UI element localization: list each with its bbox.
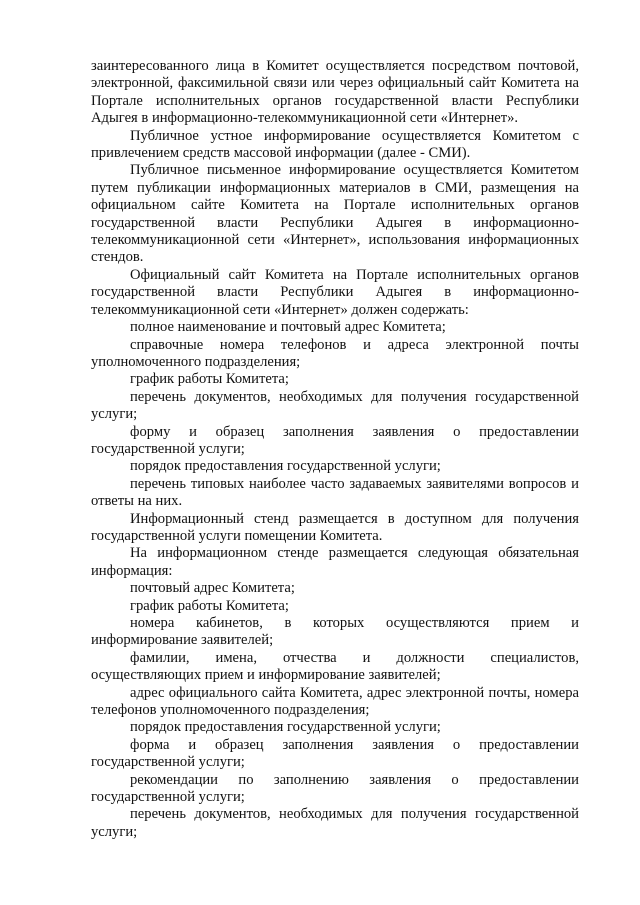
list-item: полное наименование и почтовый адрес Комитета; [130, 319, 446, 336]
paragraph-written-info: Публичное письменное информирование осуществляется Комитетом путем публикации информационных материалов в СМИ, размещения на официальном сайте Комитета на Портале исполнительных органов государственной власти Республики Адыгея в информационно-телекоммуникационной сети «Интернет», использования информационных стендов. [91, 162, 579, 266]
paragraph-website-contents: Официальный сайт Комитета на Портале исполнительных органов государственной власти Республики Адыгея в информационно-телекоммуникационной сети «Интернет» должен содержать: [91, 266, 579, 318]
list-item: справочные номера телефонов и адреса электронной почты уполномоченного подразделения; [91, 336, 579, 370]
list-item: перечень документов, необходимых для получения государственной услуги; [91, 806, 579, 840]
list-item: фамилии, имена, отчества и должности специалистов, осуществляющих прием и информирование заявителей; [91, 649, 579, 684]
list-item: перечень типовых наиболее часто задаваемых заявителями вопросов и ответы на них. [91, 475, 579, 510]
document-page [91, 58, 579, 841]
paragraph-stand-contents: На информационном стенде размещается следующая обязательная информация: [91, 545, 579, 579]
paragraph-info-stand: Информационный стенд размещается в доступном для получения государственной услуги помещении Комитета. [91, 510, 579, 544]
list-item: форма и образец заполнения заявления о предоставлении государственной услуги; [91, 736, 579, 771]
list-item: номера кабинетов, в которых осуществляются прием и информирование заявителей; [91, 615, 579, 649]
list-item: адрес официального сайта Комитета, адрес электронной почты, номера телефонов уполномоченного подразделения; [91, 684, 579, 719]
list-item: перечень документов, необходимых для получения государственной услуги; [91, 388, 579, 423]
list-item: порядок предоставления государственной услуги; [130, 458, 441, 475]
paragraph-continuation: заинтересованного лица в Комитет осуществляется посредством почтовой, электронной, факсимильной связи или через официальный сайт Комитета на Портале исполнительных органов государственной власти Республики Адыгея в информационно-телекоммуникационной сети «Интернет». [91, 58, 579, 127]
paragraph-oral-info: Публичное устное информирование осуществляется Комитетом с привлечением средств массовой информации (далее - СМИ). [91, 127, 579, 162]
list-item: график работы Комитета; [130, 371, 289, 388]
list-item: форму и образец заполнения заявления о предоставлении государственной услуги; [91, 423, 579, 457]
list-item: рекомендации по заполнению заявления о предоставлении государственной услуги; [91, 771, 579, 806]
list-item: почтовый адрес Комитета; [130, 580, 295, 597]
list-item: график работы Комитета; [130, 597, 289, 614]
list-item: порядок предоставления государственной услуги; [130, 719, 441, 736]
